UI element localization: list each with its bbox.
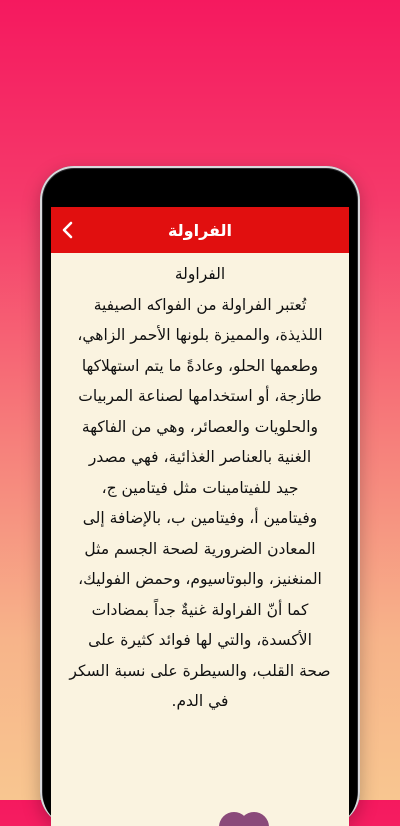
article-line: المنغنيز، والبوتاسيوم، وحمض الفوليك، [78, 570, 322, 588]
bottom-decoration [191, 816, 291, 826]
article-line: جيد للفيتامينات مثل فيتامين ج، [101, 478, 299, 497]
article-line: الأكسدة، والتي لها فوائد كثيرة على [88, 631, 312, 649]
article-line: تُعتبر الفراولة من الفواكه الصيفية [93, 295, 307, 314]
article-line: المعادن الضرورية لصحة الجسم مثل [84, 539, 316, 558]
article-line: وفيتامين أ، وفيتامين ب، بالإضافة إلى [82, 509, 318, 527]
article-line: اللذيذة، والمميزة بلونها الأحمر الزاهي، [77, 326, 323, 344]
chevron-left-icon[interactable] [57, 218, 77, 242]
app-screen [51, 207, 349, 826]
article-body [51, 253, 349, 717]
app-bar [51, 207, 349, 253]
page-title: الفراولة [167, 220, 233, 240]
phone-bezel [43, 169, 357, 826]
article-line: كما أنّ الفراولة غنيةٌ جداً بمضادات [91, 600, 309, 619]
article-line: والحلويات والعصائر، وهي من الفاكهة [81, 417, 319, 436]
article-heading: الفراولة [174, 265, 226, 283]
article-line: صحة القلب، والسيطرة على نسبة السكر [69, 661, 331, 680]
phone-frame [40, 166, 360, 826]
article-line: الغنية بالعناصر الغذائية، فهي مصدر [88, 448, 312, 466]
article-line: في الدم. [171, 692, 229, 710]
article-line: وطعمها الحلو، وعادةً ما يتم استهلاكها [81, 356, 319, 375]
decoration-circle [239, 812, 269, 826]
article-line: طازجة، أو استخدامها لصناعة المربيات [78, 387, 322, 405]
